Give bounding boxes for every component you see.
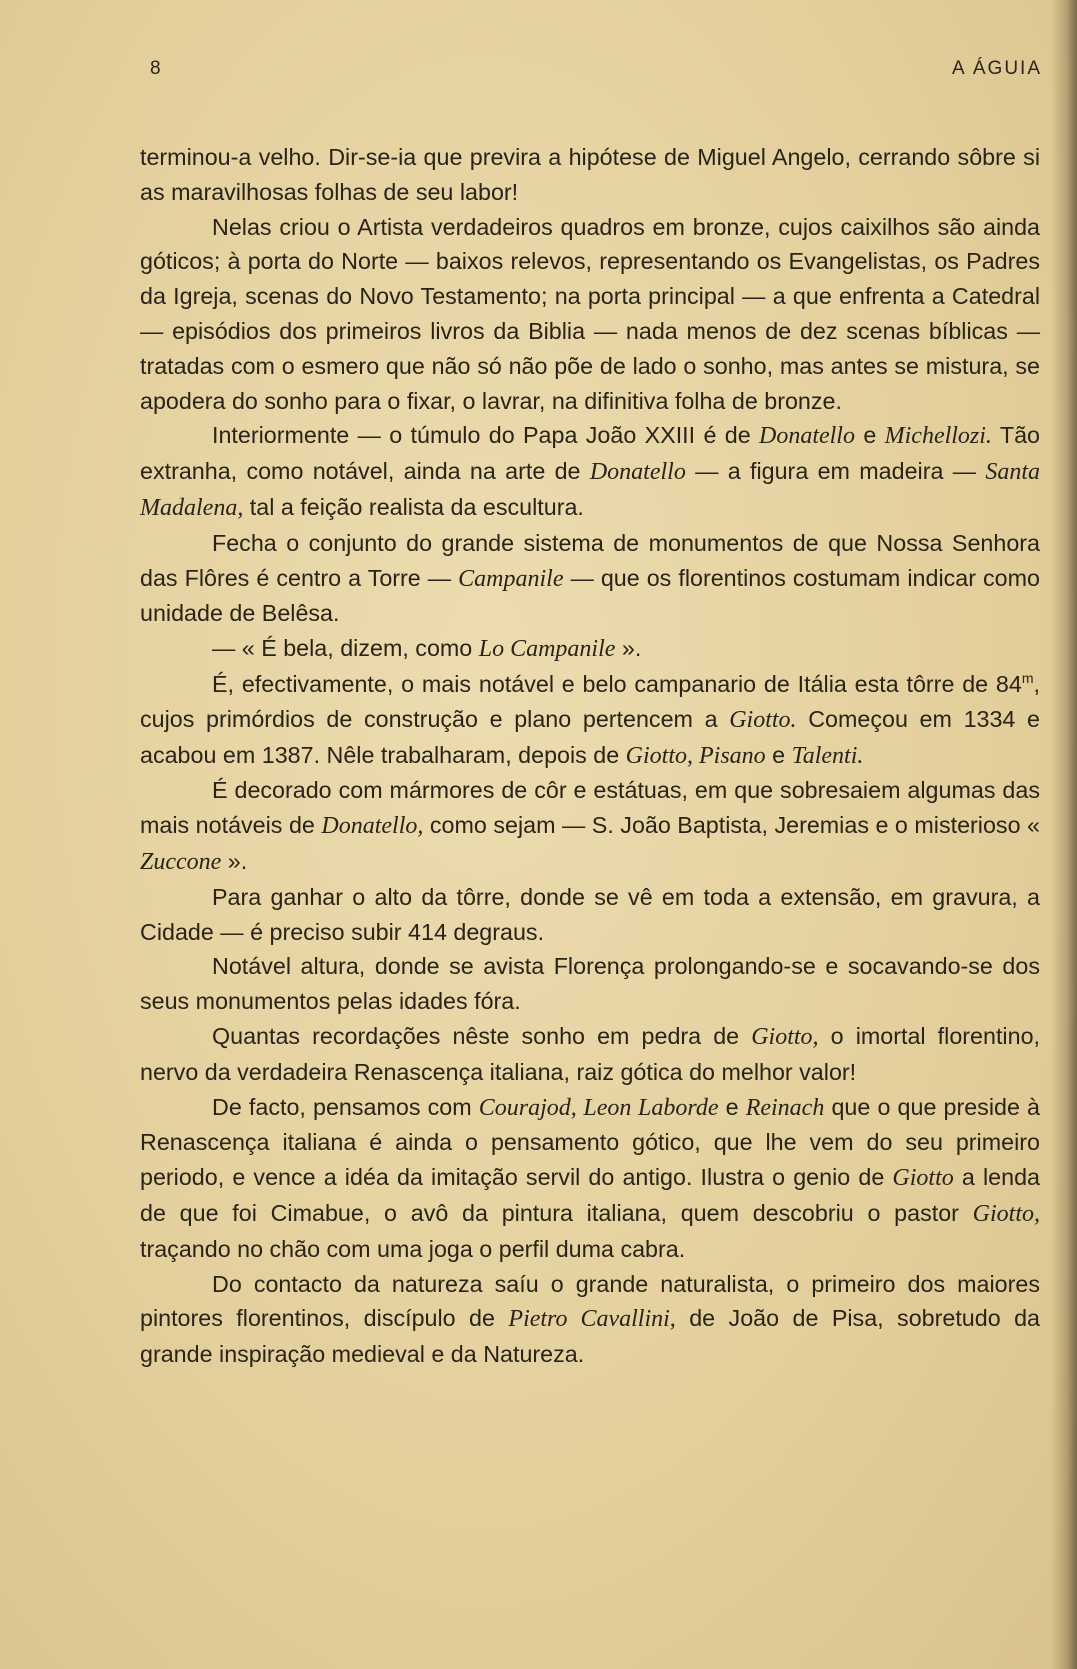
italic-text: Donatello, (321, 813, 424, 840)
paragraph-text: É, efectivamente, o mais notável e belo campanario de Itália esta tôrre de 84 (212, 670, 1022, 697)
italic-text: Giotto, Pisano (625, 742, 766, 769)
italic-text: Michellozi. (884, 423, 992, 450)
paragraph-text: Interiormente — o túmulo do Papa João XXIII é de (212, 422, 759, 449)
paragraph (140, 1090, 1040, 1267)
paragraph (140, 418, 1040, 525)
italic-text: Zuccone (140, 848, 222, 875)
italic-text: Reinach (745, 1094, 825, 1121)
running-header (150, 58, 1042, 88)
paragraph-text: Do contacto da natureza saíu o grande naturalista, o primeiro dos maiores pintores florentinos, discípulo de (140, 1270, 1040, 1332)
paragraph-text: que o que preside à Renascença italiana é ainda o pensamento gótico, que lhe vem do seu primeiro periodo, e vence a idéa da imitação servil do antigo. Ilustra o genio de (140, 1093, 1040, 1191)
paragraph-text: — « É bela, dizem, como (212, 635, 479, 662)
running-title: A ÁGUIA (951, 58, 1042, 79)
paragraph-text: De facto, pensamos com (212, 1093, 479, 1120)
paragraph (140, 1267, 1040, 1372)
paragraph (140, 880, 1040, 950)
paragraph-text: terminou-a velho. Dir-se-ia que previra a hipótese de Miguel Angelo, cerrando sôbre si as maravilhosas folhas de seu labor! (140, 144, 1040, 205)
italic-text: Donatello (589, 459, 686, 486)
page-number: 8 (150, 58, 162, 79)
italic-text: Santa Madalena, (140, 459, 1041, 521)
paragraph (140, 667, 1040, 773)
page-edge-shadow (1051, 0, 1077, 1669)
paragraph (140, 773, 1040, 879)
italic-text: Giotto, (972, 1200, 1040, 1227)
paragraph-text: o imortal florentino, nervo da verdadeira Renascença italiana, raiz gótica do melhor valor! (140, 1022, 1040, 1085)
paragraph-text: É decorado com mármores de côr e estátuas, em que sobresaiem algumas das mais notáveis de (140, 777, 1040, 839)
paragraph (140, 1019, 1040, 1090)
italic-text: Campanile (458, 565, 564, 592)
paragraph (140, 631, 1040, 667)
paragraph (140, 526, 1040, 631)
paragraph-text: Notável altura, donde se avista Florença prolongando-se e socavando-se dos seus monumentos pelas idades fóra. (140, 953, 1040, 1015)
paragraph-text: e (854, 422, 885, 449)
italic-text: Lo Campanile (478, 636, 616, 663)
paragraph-text: Fecha o conjunto do grande sistema de monumentos de que Nossa Senhora das Flôres é centro a Torre — (140, 529, 1040, 591)
paragraph-text: tal a feição realista da escultura. (243, 493, 584, 520)
paragraph-text: Para ganhar o alto da tôrre, donde se vê em toda a extensão, em gravura, a Cidade — é preciso subir 414 degraus. (140, 883, 1040, 945)
paragraph-text: e (718, 1093, 746, 1120)
italic-text: Donatello (758, 423, 855, 450)
body-text (140, 140, 1040, 1372)
italic-text: Talenti. (791, 742, 864, 769)
paragraph (140, 949, 1040, 1019)
paragraph-text: de João de Pisa, sobretudo da grande inspiração medieval e da Natureza. (140, 1305, 1041, 1368)
paragraph-text: como sejam — S. João Baptista, Jeremias e o misterioso « (423, 812, 1040, 839)
paragraph-text: e (765, 741, 792, 768)
paragraph (140, 210, 1040, 419)
italic-text: Giotto (892, 1165, 954, 1192)
italic-text: Pietro Cavallini, (508, 1306, 676, 1333)
paragraph-text: — que os florentinos costumam indicar como unidade de Belêsa. (140, 564, 1040, 627)
paragraph-text: ». (615, 635, 642, 662)
paragraph-text: , cujos primórdios de construção e plano pertencem a (140, 670, 1040, 732)
paragraph-text: a lenda de que foi Cimabue, o avô da pintura italiana, quem descobriu o pastor (140, 1164, 1040, 1226)
paragraph-text: — a figura em madeira — (685, 458, 986, 485)
italic-text: Giotto. (729, 706, 797, 733)
italic-text: Giotto, (751, 1023, 819, 1050)
paragraph-text: traçando no chão com uma joga o perfil duma cabra. (140, 1235, 686, 1262)
paragraph-text: Quantas recordações nêste sonho em pedra de (212, 1022, 752, 1049)
paragraph-text: Tão extranha, como notável, ainda na arte de (140, 422, 1040, 485)
paragraph (140, 140, 1040, 210)
paragraph-text: Nelas criou o Artista verdadeiros quadros em bronze, cujos caixilhos são ainda góticos; à porta do Norte — baixos relevos, representando os Evangelistas, os Padres da Igreja, scenas do Novo Testamento; na porta principal — a que enfrenta a Catedral — episódios dos primeiros livros da Biblia — nada menos de dez scenas bíblicas — tratadas com o esmero que não só não põe de lado o sonho, mas antes se mistura, se apodera do sonho para o fixar, o lavrar, na difinitiva folha de bronze. (140, 213, 1040, 414)
paragraph-text: Começou em 1334 e acabou em 1387. Nêle trabalharam, depois de (140, 705, 1040, 768)
superscript-text: m (1021, 670, 1034, 687)
paragraph-text: ». (221, 847, 248, 874)
italic-text: Courajod, Leon Laborde (478, 1094, 719, 1121)
